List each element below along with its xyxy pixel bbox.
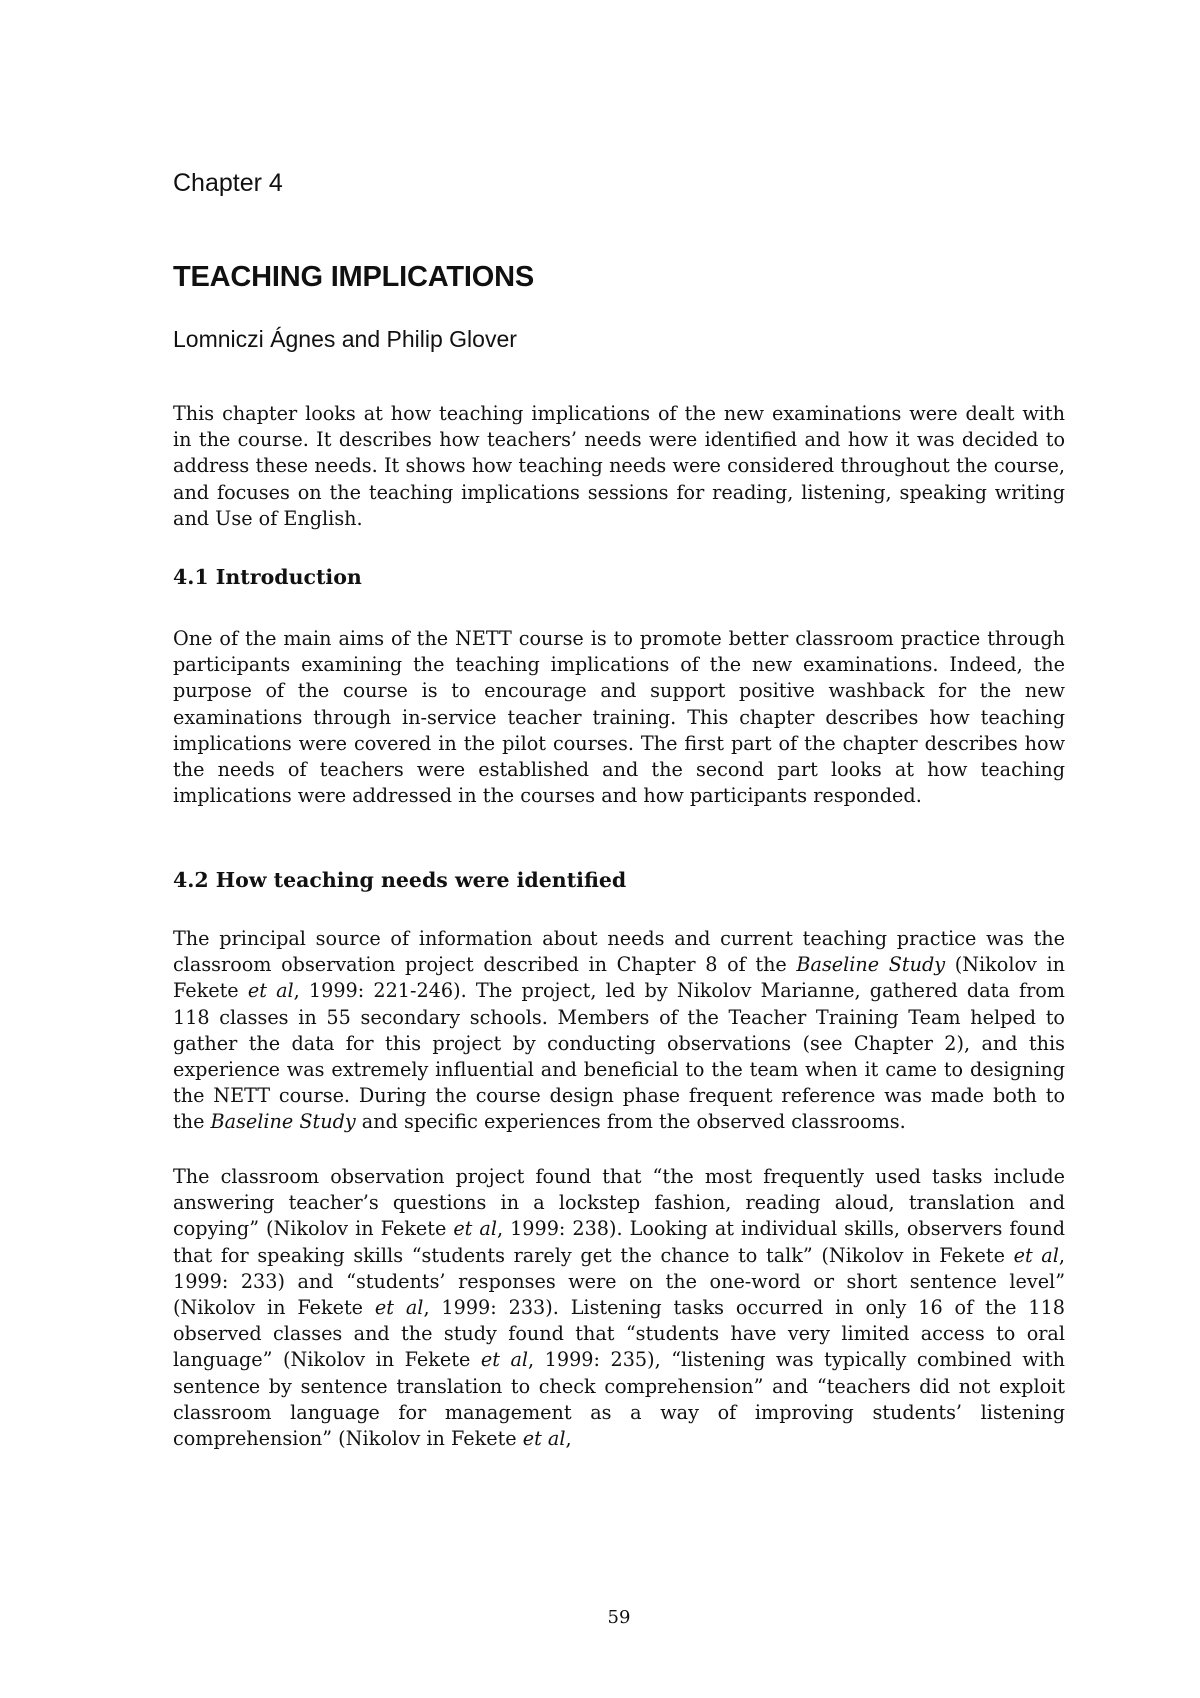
book-title: Baseline Study bbox=[796, 953, 946, 977]
introduction-paragraph: One of the main aims of the NETT course is to promote better classroom practice through participants examining the teaching implications of the new examinations. Indeed, the purpose of the course is to encourage and support positive washback for the new examinations through in-service teacher training. This chapter describes how teaching implications were covered in the pilot courses. The first part of the chapter describes how the needs of teachers were established and the second part looks at how teaching implications were addressed in the courses and how participants responded. bbox=[173, 627, 1065, 808]
book-title: Baseline Study bbox=[210, 1110, 356, 1134]
document-page bbox=[173, 0, 1065, 1698]
teaching-needs-paragraph-1: The principal source of information about needs and current teaching practice was the classroom observation project described in Chapter 8 of the Baseline Study (Nikolov in Fekete et al, 1999: 221-246). The project, led by Nikolov Marianne, gathered data from 118 classes in 55 secondary schools. Members of the Teacher Training Team helped to gather the data for this project by conducting observations (see Chapter 2), and this experience was extremely influential and beneficial to the team when it came to designing the NETT course. During the course design phase frequent reference was made both to the Baseline Study and specific experiences from the observed classrooms. bbox=[173, 927, 1065, 1134]
section-heading-introduction: 4.1 Introduction bbox=[173, 565, 362, 589]
page-number: 59 bbox=[607, 1607, 631, 1628]
teaching-needs-paragraph-2: The classroom observation project found that “the most frequently used tasks include answering teacher’s questions in a lockstep fashion, reading aloud, translation and copying” (Nikolov in Fekete et al, 1999: 238). Looking at individual skills, observers found that for speaking skills “students rarely get the chance to talk” (Nikolov in Fekete et al, 1999: 233) and “students’ responses were on the one-word or short sentence level” (Nikolov in Fekete et al, 1999: 233). Listening tasks occurred in only 16 of the 118 observed classes and the study found that “students have very limited access to oral language” (Nikolov in Fekete et al, 1999: 235), “listening was typically combined with sentence by sentence translation to check comprehension” and “teachers did not exploit classroom language for management as a way of improving students’ listening comprehension” (Nikolov in Fekete et al, bbox=[173, 1165, 1066, 1451]
chapter-label: Chapter 4 bbox=[173, 169, 283, 197]
chapter-title: TEACHING IMPLICATIONS bbox=[173, 261, 534, 293]
chapter-abstract: This chapter looks at how teaching implications of the new examinations were dealt with in the course. It describes how teachers’ needs were identified and how it was decided to address these needs. It shows how teaching needs were considered throughout the course, and focuses on the teaching implications sessions for reading, listening, speaking writing and Use of English. bbox=[173, 402, 1065, 530]
section-heading-teaching-needs: 4.2 How teaching needs were identified bbox=[173, 868, 627, 892]
chapter-authors: Lomniczi Ágnes and Philip Glover bbox=[173, 326, 517, 352]
